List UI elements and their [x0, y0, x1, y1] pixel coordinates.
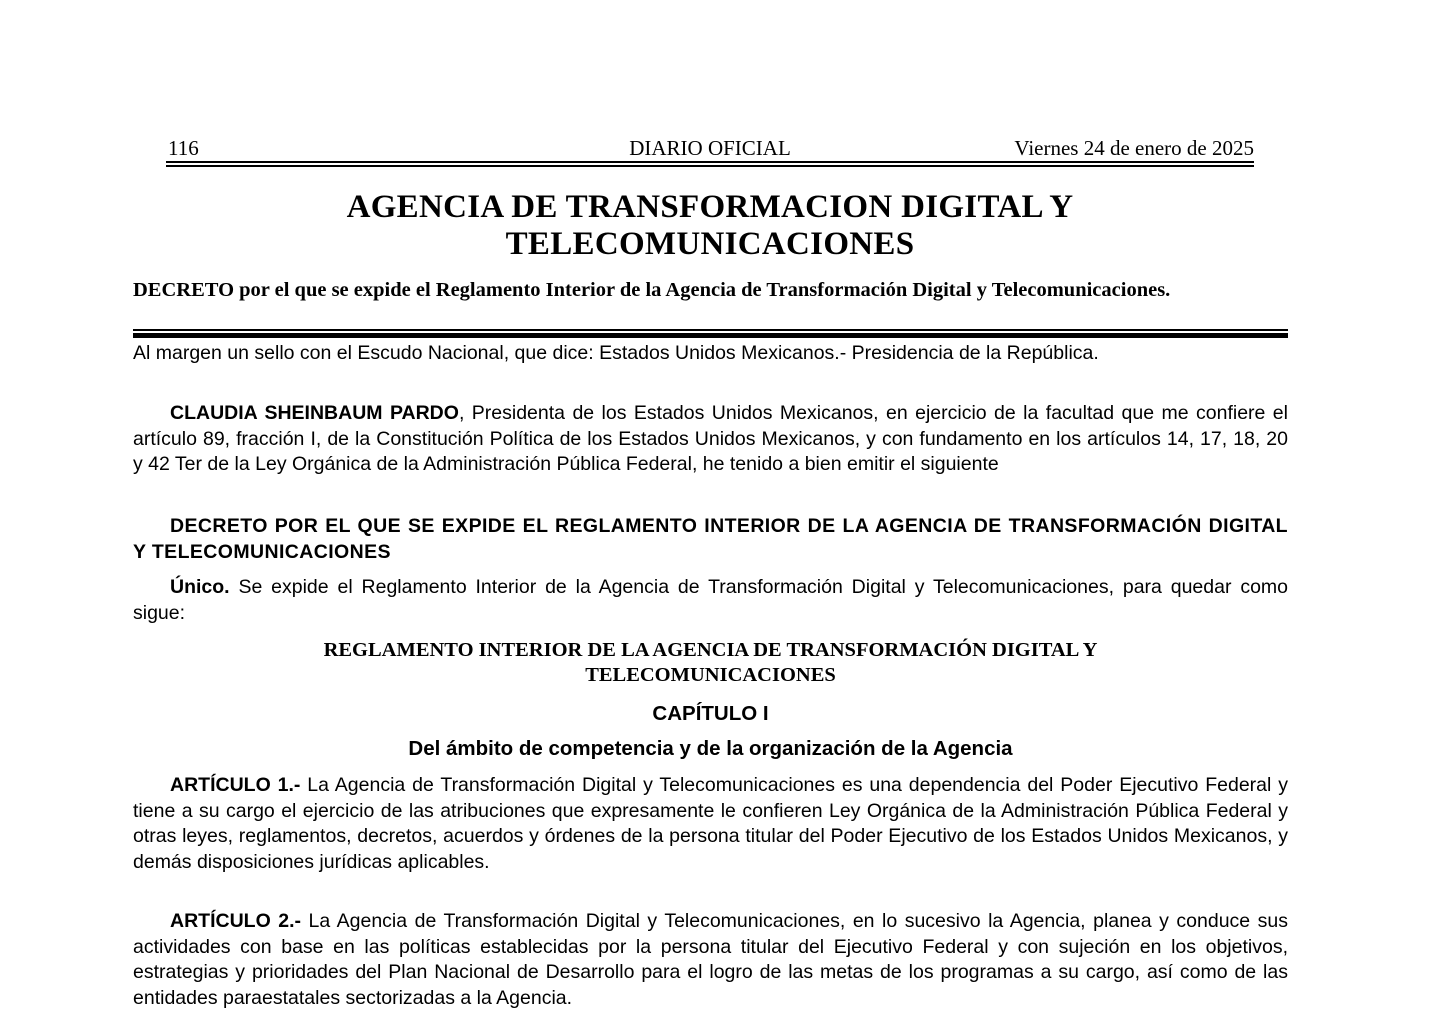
president-name: CLAUDIA SHEINBAUM PARDO	[170, 402, 459, 424]
header-double-rule	[166, 161, 1254, 167]
article-1-text: La Agencia de Transformación Digital y Telecomunicaciones es una dependencia del Poder Ejecutivo Federal y tiene a su cargo el ejercicio de las atribuciones que expresamente le confieren Ley Orgánica de la Administración Pública Federal y otras leyes, reglamentos, decretos, acuerdos y órdenes de la persona titular del Poder Ejecutivo de los Estados Unidos Mexicanos, y demás disposiciones jurídicas aplicables.	[133, 774, 1288, 873]
article-2-label: ARTÍCULO 2.-	[170, 910, 302, 932]
article-2	[133, 909, 1288, 1011]
publication-name: DIARIO OFICIAL	[629, 136, 791, 160]
agency-title-line1: AGENCIA DE TRANSFORMACION DIGITAL Y	[346, 189, 1074, 225]
article-2-text: La Agencia de Transformación Digital y Telecomunicaciones, en lo sucesivo la Agencia, planea y conduce sus actividades con base en las políticas establecidas por la persona titular del Ejecutivo Federal y con sujeción en los objetivos, estrategias y prioridades del Plan Nacional de Desarrollo para el logro de las metas de los programas a su cargo, así como de las entidades paraestatales sectorizadas a la Agencia.	[133, 910, 1288, 1009]
agency-title	[166, 189, 1254, 263]
chapter-subtitle: Del ámbito de competencia y de la organización de la Agencia	[408, 737, 1013, 760]
article-1	[133, 773, 1288, 875]
section-separator-bar	[133, 329, 1288, 338]
regulation-title	[133, 638, 1288, 688]
chapter-title: CAPÍTULO I	[652, 702, 769, 725]
unico-text: Se expide el Reglamento Interior de la Agencia de Transformación Digital y Telecomunicaciones, para quedar como sigue:	[133, 576, 1288, 624]
unico-label: Único.	[170, 576, 230, 598]
regulation-title-line1: REGLAMENTO INTERIOR DE LA AGENCIA DE TRANSFORMACIÓN DIGITAL Y	[323, 639, 1098, 661]
agency-title-line2: TELECOMUNICACIONES	[505, 226, 915, 262]
decree-heading: DECRETO POR EL QUE SE EXPIDE EL REGLAMENTO INTERIOR DE LA AGENCIA DE TRANSFORMACIÓN DIGITAL Y TELECOMUNICACIONES	[133, 515, 1288, 563]
page-number: 116	[168, 136, 199, 160]
publication-date: Viernes 24 de enero de 2025	[1014, 136, 1254, 160]
intro-paragraph	[133, 401, 1288, 478]
unico-paragraph	[133, 575, 1288, 626]
article-1-label: ARTÍCULO 1.-	[170, 774, 301, 796]
page-header	[166, 134, 1254, 164]
preamble-paragraph: Al margen un sello con el Escudo Nacional, que dice: Estados Unidos Mexicanos.- Presidencia de la República.	[133, 342, 1099, 364]
decree-summary: DECRETO por el que se expide el Reglamento Interior de la Agencia de Transformación Digital y Telecomunicaciones.	[133, 279, 1171, 301]
intro-text: , Presidenta de los Estados Unidos Mexicanos, en ejercicio de la facultad que me confiere el artículo 89, fracción I, de la Constitución Política de los Estados Unidos Mexicanos, y con fundamento en los artículos 14, 17, 18, 20 y 42 Ter de la Ley Orgánica de la Administración Pública Federal, he tenido a bien emitir el siguiente	[133, 402, 1288, 475]
regulation-title-line2: TELECOMUNICACIONES	[585, 664, 836, 686]
